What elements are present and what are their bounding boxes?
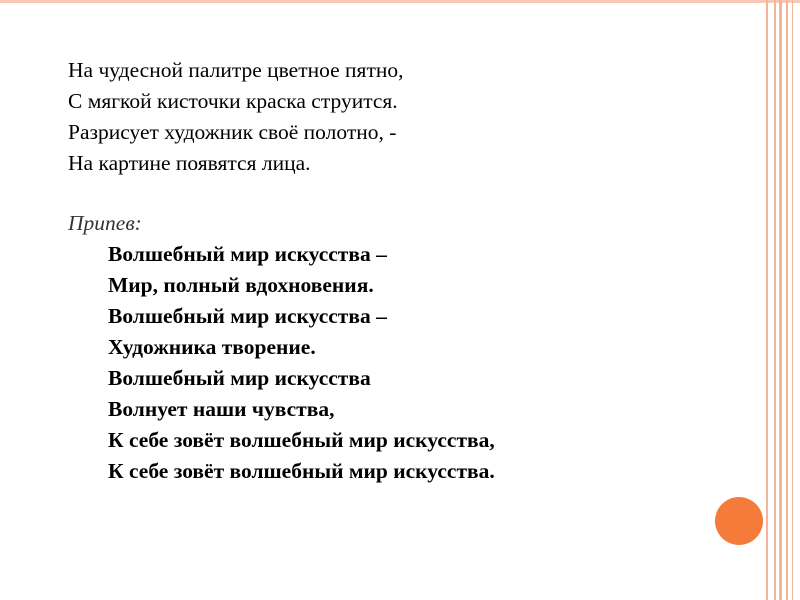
verse-line: С мягкой кисточки краска струится. <box>68 89 398 113</box>
chorus-line: К себе зовёт волшебный мир искусства. <box>108 459 495 483</box>
chorus-line: Волнует наши чувства, <box>108 397 335 421</box>
chorus-line: Волшебный мир искусства <box>108 366 371 390</box>
frame-right-line <box>779 0 782 600</box>
chorus-label: Припев: <box>68 211 142 235</box>
verse-line: Разрисует художник своё полотно, - <box>68 120 397 144</box>
frame-top-border <box>0 0 800 3</box>
frame-right-line <box>766 0 768 600</box>
chorus-line: Мир, полный вдохновения. <box>108 273 374 297</box>
decorative-circle <box>715 497 763 545</box>
chorus-line: Волшебный мир искусства – <box>108 242 387 266</box>
chorus-line: Художника творение. <box>108 335 316 359</box>
chorus-line: Волшебный мир искусства – <box>108 304 387 328</box>
song-lyrics <box>68 55 728 487</box>
frame-right-line <box>792 0 793 600</box>
frame-right-line <box>774 0 776 600</box>
frame-right-line <box>786 0 788 600</box>
stanza-gap <box>68 179 728 208</box>
chorus-line: К себе зовёт волшебный мир искусства, <box>108 428 495 452</box>
verse-line: На картине появятся лица. <box>68 151 311 175</box>
verse-line: На чудесной палитре цветное пятно, <box>68 58 404 82</box>
